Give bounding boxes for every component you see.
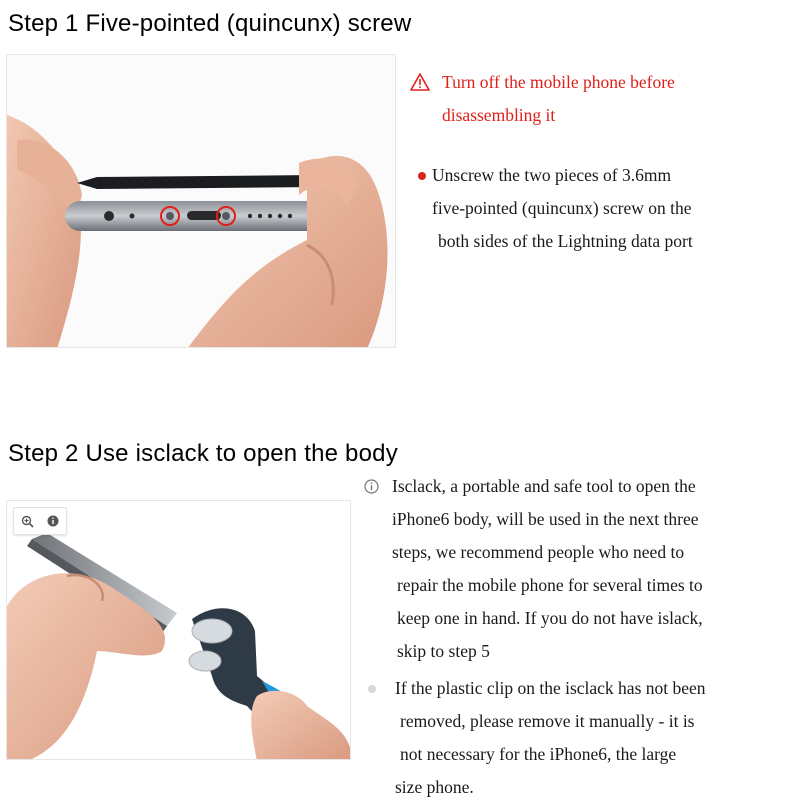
info-line: keep one in hand. If you do not have islack,: [397, 608, 703, 628]
info-line: steps, we recommend people who need to: [392, 542, 685, 562]
phone-bottom-screws-photo: [6, 54, 396, 348]
info-line: repair the mobile phone for several times to: [397, 575, 703, 595]
bullet-dot-icon: [418, 172, 426, 180]
unscrew-instruction: [414, 159, 693, 258]
clip-note-line: If the plastic clip on the isclack has not been: [395, 678, 706, 698]
zoom-in-icon[interactable]: [14, 508, 40, 534]
clip-note-line: removed, please remove it manually - it is: [400, 711, 695, 731]
step-2-heading: Step 2 Use isclack to open the body: [8, 440, 398, 467]
instruction-line: both sides of the Lightning data port: [438, 231, 693, 251]
image-toolbar: [13, 507, 67, 535]
info-line: iPhone6 body, will be used in the next three: [392, 509, 699, 529]
warning-note: [410, 66, 675, 132]
info-circle-icon: [364, 479, 379, 494]
bullet-dot-icon: [368, 685, 376, 693]
warning-line: disassembling it: [442, 105, 556, 125]
info-line: skip to step 5: [397, 641, 490, 661]
step-1-heading: Step 1 Five-pointed (quincunx) screw: [8, 10, 412, 37]
clip-note-line: size phone.: [395, 777, 474, 797]
clip-note-line: not necessary for the iPhone6, the large: [400, 744, 677, 764]
warning-line: Turn off the mobile phone before: [442, 72, 675, 92]
instruction-line: five-pointed (quincunx) screw on the: [432, 198, 692, 218]
warning-triangle-icon: [410, 73, 430, 91]
isclack-info-note: [362, 470, 703, 668]
plastic-clip-note: [362, 672, 706, 804]
isclack-tool-photo: [6, 500, 351, 760]
info-line: Isclack, a portable and safe tool to open the: [392, 476, 696, 496]
info-icon[interactable]: [40, 508, 66, 534]
instruction-line: Unscrew the two pieces of 3.6mm: [432, 165, 672, 185]
